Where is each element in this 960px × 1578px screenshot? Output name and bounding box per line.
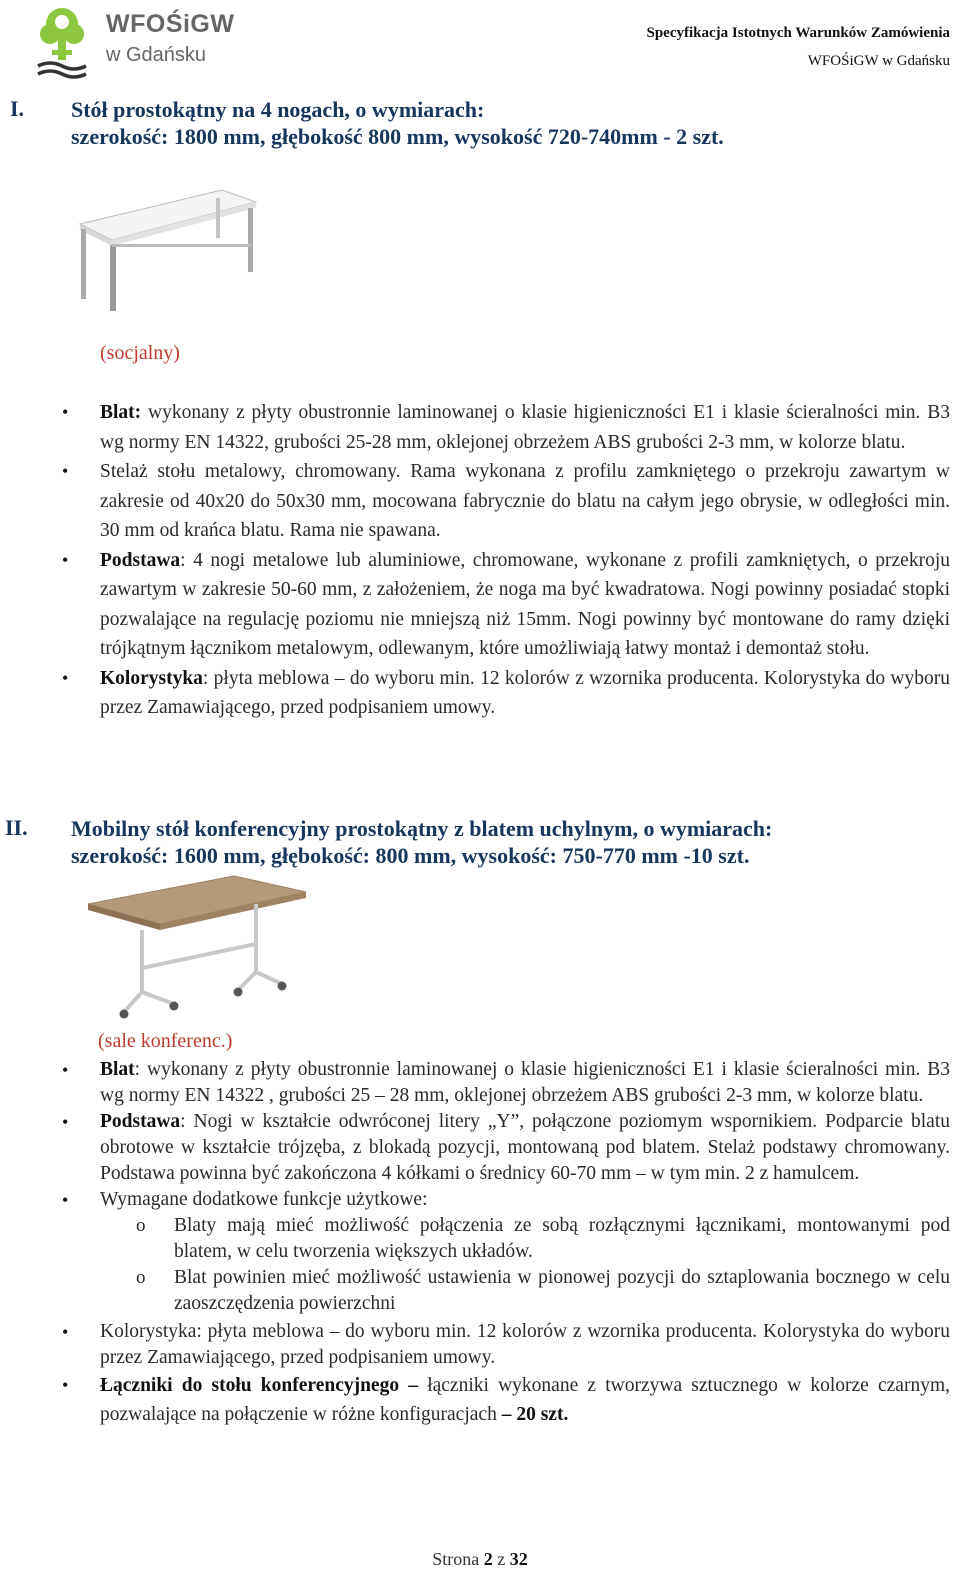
document-title: Specyfikacja Istotnych Warunków Zamówienia [646, 25, 950, 41]
section-1-number: I. [10, 96, 25, 121]
section-1-title [71, 96, 941, 150]
list-item: • Stelaż stołu metalowy, chromowany. Rama wykonana z profilu zamkniętego o przekroju zawartym w zakresie od 40x20 do 50x30 mm, mocowana fabrycznie do blatu na całym jego obrysie, w odległości min. 30 mm od krańca blatu. Rama nie spawana. [0, 457, 950, 546]
section-1-title-line2: szerokość: 1800 mm, głębokość 800 mm, wysokość 720-740mm - 2 szt. [71, 124, 724, 149]
section-1-title-line1: Stół prostokątny na 4 nogach, o wymiarach: [71, 97, 485, 122]
list-item: • Wymagane dodatkowe funkcje użytkowe: [0, 1187, 950, 1213]
sub-list-item: o Blat powinien mieć możliwość ustawienia w pionowej pozycji do sztaplowania bocznego w celu zaoszczędzenia powierzchni [0, 1265, 950, 1317]
sub-list-item: o Blaty mają mieć możliwość połączenia ze sobą rozłącznymi łącznikami, montowanymi pod blatem, w celu tworzenia większych układów. [0, 1213, 950, 1265]
section-2-title-line2: szerokość: 1600 mm, głębokość: 800 mm, wysokość: 750-770 mm -10 szt. [71, 843, 750, 868]
list-item: • Blat: wykonany z płyty obustronnie laminowanej o klasie higieniczności E1 i klasie ścieralności min. B3 wg normy EN 14322 , grubości 25 – 28 mm, oklejonej obrzeżem ABS grubości 2-3 mm, w kolorze blatu. [0, 1057, 950, 1109]
page-number-footer: Strona 2 z 32 [432, 1549, 528, 1569]
section-2-title [71, 815, 946, 869]
section-1-note: (socjalny) [100, 342, 180, 364]
section-2-number: II. [5, 815, 28, 840]
logo-name: WFOŚiGW [106, 10, 235, 38]
logo-subtitle: w Gdańsku [106, 44, 207, 66]
list-item: • Łączniki do stołu konferencyjnego – łączniki wykonane z tworzywa sztucznego w kolorze czarnym, pozwalające na połączenie w różne konfiguracjach – 20 szt. [0, 1371, 950, 1429]
list-item: • Blat: wykonany z płyty obustronnie laminowanej o klasie higieniczności E1 i klasie ścieralności min. B3 wg normy EN 14322, grubości 25-28 mm, oklejonej obrzeżem ABS grubości 2-3 mm, w kolorze blatu. [0, 398, 950, 457]
section-2-title-line1: Mobilny stół konferencyjny prostokątny z blatem uchylnym, o wymiarach: [71, 816, 773, 841]
list-item: • Kolorystyka: płyta meblowa – do wyboru min. 12 kolorów z wzornika producenta. Kolorystyka do wyboru przez Zamawiającego, przed podpisaniem umowy. [0, 664, 950, 723]
document-organization: WFOŚiGW w Gdańsku [807, 53, 950, 69]
section-1-bullets [0, 398, 950, 723]
section-2-bullets [0, 1057, 950, 1429]
list-item: • Kolorystyka: płyta meblowa – do wyboru min. 12 kolorów z wzornika producenta. Kolorystyka do wyboru przez Zamawiającego, przed podpisaniem umowy. [0, 1319, 950, 1371]
list-item: • Podstawa: Nogi w kształcie odwróconej litery „Y”, połączone poziomym wspornikiem. Podparcie blatu obrotowe w kształcie trójzęba, z blokadą pozycji, montowaną pod blatem. Stelaż podstawy chromowany. Podstawa powinna być zakończona 4 kółkami o średnicy 60-70 mm – w tym min. 2 z hamulcem. [0, 1109, 950, 1187]
tree-logo-icon [38, 8, 86, 77]
conference-table-image [84, 872, 310, 1028]
section-2-note: (sale konferenc.) [98, 1030, 233, 1052]
list-item: • Podstawa: 4 nogi metalowe lub aluminiowe, chromowane, wykonane z profili zamkniętych, o przekroju zawartym w zakresie 50-60 mm, z założeniem, że noga ma być kwadratowa. Nogi powinny posiadać stopki pozwalające na regulację poziomu nie mniejszą niż 15mm. Nogi powinny być montowane do ramy dzięki trójkątnym łącznikom metalowym, odlewanym, które umożliwiają łatwy montaż i demontaż stołu. [0, 546, 950, 664]
rectangular-table-image [72, 184, 262, 314]
